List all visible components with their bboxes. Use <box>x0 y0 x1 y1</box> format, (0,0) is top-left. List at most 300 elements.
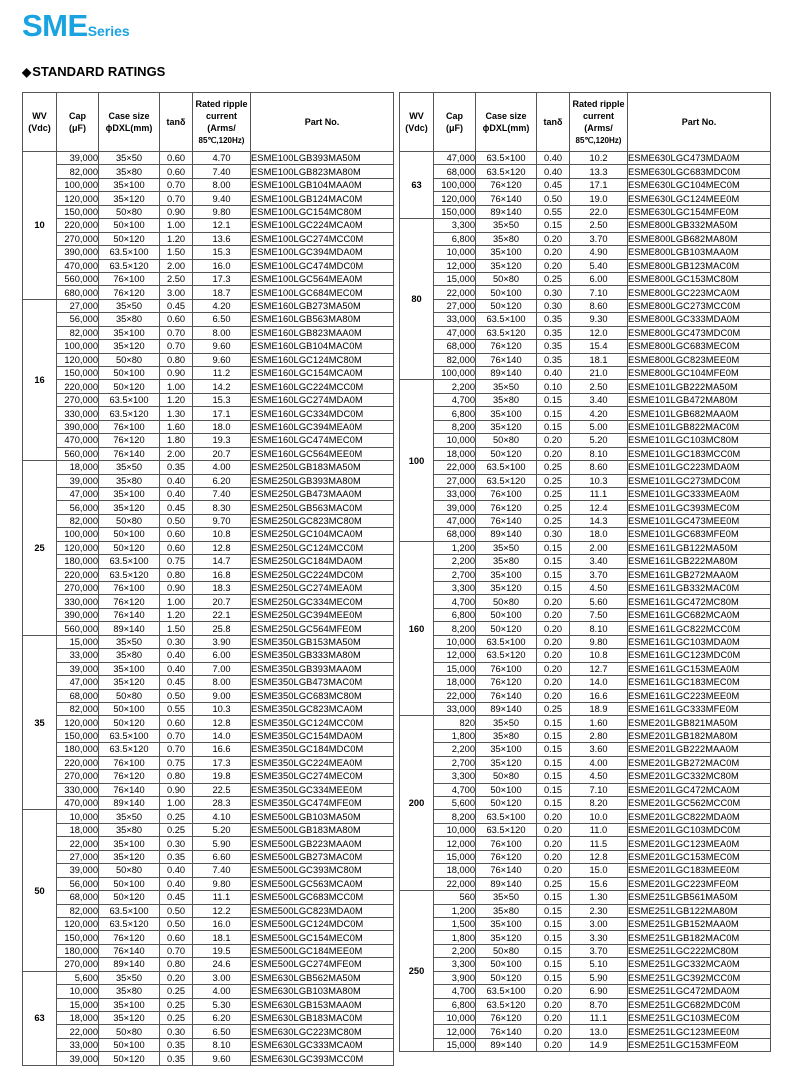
table-row <box>23 514 394 527</box>
part-no-cell: ESME251LGB152MAA0M <box>628 917 771 930</box>
case-size-cell: 35×50 <box>476 541 537 554</box>
case-size-cell: 76×140 <box>476 1025 537 1038</box>
ripple-cell: 5.60 <box>570 595 628 608</box>
cap-cell: 820 <box>434 716 476 729</box>
tan-cell: 0.60 <box>160 528 193 541</box>
ripple-cell: 8.10 <box>570 622 628 635</box>
part-no-cell: ESME630LGB562MA50M <box>251 971 394 984</box>
ripple-cell: 19.3 <box>193 434 251 447</box>
ratings-table-right <box>399 92 771 1052</box>
table-row <box>400 689 771 702</box>
cap-cell: 220,000 <box>57 568 99 581</box>
tan-cell: 0.75 <box>160 756 193 769</box>
tan-cell: 0.15 <box>537 541 570 554</box>
part-no-cell: ESME350LGC474MFE0M <box>251 797 394 810</box>
part-no-cell: ESME630LGB153MAA0M <box>251 998 394 1011</box>
tan-cell: 0.60 <box>160 931 193 944</box>
table-row <box>400 649 771 662</box>
case-size-cell: 89×140 <box>476 877 537 890</box>
tan-cell: 0.35 <box>160 1038 193 1051</box>
case-size-cell: 63.5×100 <box>99 393 160 406</box>
tan-cell: 0.90 <box>160 205 193 218</box>
table-row <box>23 541 394 554</box>
ripple-cell: 14.3 <box>570 514 628 527</box>
case-size-cell: 35×50 <box>476 219 537 232</box>
ripple-cell: 3.40 <box>570 555 628 568</box>
cap-cell: 68,000 <box>434 340 476 353</box>
tan-cell: 0.15 <box>537 716 570 729</box>
ripple-cell: 15.6 <box>570 877 628 890</box>
part-no-cell: ESME101LGC393MEC0M <box>628 501 771 514</box>
case-size-cell: 63.5×120 <box>476 474 537 487</box>
table-row <box>400 904 771 917</box>
tan-cell: 1.20 <box>160 608 193 621</box>
cap-cell: 22,000 <box>434 286 476 299</box>
table-row <box>23 823 394 836</box>
part-no-cell: ESME800LGC153MC80M <box>628 272 771 285</box>
ripple-cell: 9.60 <box>193 340 251 353</box>
wv-cell: 63 <box>23 971 57 1065</box>
cap-cell: 560,000 <box>57 622 99 635</box>
ripple-cell: 2.30 <box>570 904 628 917</box>
ripple-cell: 8.00 <box>193 326 251 339</box>
header-ripple: Rated ripple current (Arms/ 85℃,120Hz) <box>570 93 628 152</box>
tan-cell: 1.50 <box>160 246 193 259</box>
tan-cell: 0.20 <box>537 1012 570 1025</box>
table-row <box>23 380 394 393</box>
case-size-cell: 35×120 <box>476 420 537 433</box>
table-row <box>23 783 394 796</box>
ripple-cell: 15.0 <box>570 864 628 877</box>
ripple-cell: 13.3 <box>570 165 628 178</box>
header-ripple: Rated ripple current (Arms/ 85℃,120Hz) <box>193 93 251 152</box>
tan-cell: 0.25 <box>160 1012 193 1025</box>
table-row <box>23 958 394 971</box>
ripple-cell: 3.70 <box>570 568 628 581</box>
case-size-cell: 76×140 <box>476 514 537 527</box>
case-size-cell: 35×120 <box>476 582 537 595</box>
table-row <box>23 998 394 1011</box>
header-part-no: Part No. <box>628 93 771 152</box>
table-row <box>400 555 771 568</box>
ripple-cell: 10.2 <box>570 152 628 165</box>
table-row <box>23 608 394 621</box>
case-size-cell: 76×120 <box>476 178 537 191</box>
tan-cell: 1.80 <box>160 434 193 447</box>
table-row <box>400 622 771 635</box>
cap-cell: 22,000 <box>434 689 476 702</box>
part-no-cell: ESME201LGC472MCA0M <box>628 783 771 796</box>
cap-cell: 680,000 <box>57 286 99 299</box>
tan-cell: 0.15 <box>537 770 570 783</box>
table-row <box>400 461 771 474</box>
part-no-cell: ESME800LGB682MA80M <box>628 232 771 245</box>
tan-cell: 0.70 <box>160 729 193 742</box>
tan-cell: 0.15 <box>537 931 570 944</box>
tan-cell: 0.35 <box>160 1052 193 1065</box>
table-row <box>23 635 394 648</box>
ripple-cell: 18.1 <box>193 931 251 944</box>
ripple-cell: 12.4 <box>570 501 628 514</box>
ripple-cell: 4.90 <box>570 246 628 259</box>
part-no-cell: ESME250LGC564MFE0M <box>251 622 394 635</box>
cap-cell: 100,000 <box>57 178 99 191</box>
table-row <box>23 877 394 890</box>
table-row <box>400 810 771 823</box>
part-no-cell: ESME800LGC333MDA0M <box>628 313 771 326</box>
table-row <box>400 205 771 218</box>
cap-cell: 180,000 <box>57 743 99 756</box>
case-size-cell: 35×120 <box>476 756 537 769</box>
cap-cell: 82,000 <box>434 353 476 366</box>
cap-cell: 47,000 <box>434 152 476 165</box>
cap-cell: 270,000 <box>57 958 99 971</box>
tan-cell: 0.60 <box>160 165 193 178</box>
part-no-cell: ESME161LGC472MC80M <box>628 595 771 608</box>
cap-cell: 68,000 <box>57 689 99 702</box>
case-size-cell: 50×80 <box>99 1025 160 1038</box>
cap-cell: 15,000 <box>434 662 476 675</box>
cap-cell: 12,000 <box>434 259 476 272</box>
table-row <box>23 837 394 850</box>
case-size-cell: 76×120 <box>99 286 160 299</box>
table-row <box>400 783 771 796</box>
table-row <box>400 541 771 554</box>
tan-cell: 0.25 <box>537 461 570 474</box>
tan-cell: 0.60 <box>160 152 193 165</box>
tan-cell: 0.25 <box>537 702 570 715</box>
cap-cell: 390,000 <box>57 420 99 433</box>
tan-cell: 0.50 <box>160 904 193 917</box>
header-tan: tanδ <box>160 93 193 152</box>
case-size-cell: 63.5×100 <box>476 152 537 165</box>
case-size-cell: 76×120 <box>99 770 160 783</box>
tan-cell: 0.40 <box>160 877 193 890</box>
ripple-cell: 10.3 <box>570 474 628 487</box>
table-row <box>23 407 394 420</box>
tan-cell: 0.25 <box>160 998 193 1011</box>
table-row <box>23 676 394 689</box>
table-row <box>400 917 771 930</box>
case-size-cell: 50×100 <box>476 783 537 796</box>
part-no-cell: ESME160LGC124MC80M <box>251 353 394 366</box>
table-row <box>23 1025 394 1038</box>
cap-cell: 10,000 <box>57 810 99 823</box>
case-size-cell: 50×100 <box>476 608 537 621</box>
case-size-cell: 63.5×120 <box>476 823 537 836</box>
tan-cell: 0.25 <box>160 810 193 823</box>
part-no-cell: ESME161LGB332MAC0M <box>628 582 771 595</box>
part-no-cell: ESME251LGB561MA50M <box>628 891 771 904</box>
wv-cell: 50 <box>23 810 57 971</box>
cap-cell: 150,000 <box>57 367 99 380</box>
case-size-cell: 63.5×120 <box>99 917 160 930</box>
case-size-cell: 35×50 <box>99 810 160 823</box>
case-size-cell: 63.5×100 <box>476 461 537 474</box>
tan-cell: 0.20 <box>537 676 570 689</box>
table-row <box>23 756 394 769</box>
part-no-cell: ESME161LGC183MEC0M <box>628 676 771 689</box>
case-size-cell: 50×120 <box>99 716 160 729</box>
tan-cell: 0.15 <box>537 219 570 232</box>
part-no-cell: ESME161LGC333MFE0M <box>628 702 771 715</box>
case-size-cell: 35×80 <box>476 555 537 568</box>
cap-cell: 27,000 <box>57 850 99 863</box>
table-row <box>23 810 394 823</box>
ripple-cell: 6.00 <box>193 649 251 662</box>
part-no-cell: ESME201LGB272MAC0M <box>628 756 771 769</box>
wv-cell: 100 <box>400 380 434 541</box>
part-no-cell: ESME500LGB103MA50M <box>251 810 394 823</box>
ripple-cell: 19.5 <box>193 944 251 957</box>
case-size-cell: 63.5×120 <box>99 407 160 420</box>
ripple-cell: 5.90 <box>193 837 251 850</box>
cap-cell: 3,900 <box>434 971 476 984</box>
series-suffix: Series <box>87 23 130 39</box>
part-no-cell: ESME201LGB821MA50M <box>628 716 771 729</box>
tan-cell: 0.15 <box>537 729 570 742</box>
cap-cell: 150,000 <box>57 205 99 218</box>
part-no-cell: ESME160LGB563MA80M <box>251 313 394 326</box>
table-row <box>23 259 394 272</box>
part-no-cell: ESME800LGC683MEC0M <box>628 340 771 353</box>
header-cap: Cap (μF) <box>57 93 99 152</box>
part-no-cell: ESME100LGB823MA80M <box>251 165 394 178</box>
part-no-cell: ESME250LGC334MEC0M <box>251 595 394 608</box>
ripple-cell: 3.40 <box>570 393 628 406</box>
tan-cell: 1.00 <box>160 595 193 608</box>
table-row <box>23 192 394 205</box>
case-size-cell: 50×100 <box>476 286 537 299</box>
ripple-cell: 7.40 <box>193 165 251 178</box>
tan-cell: 0.15 <box>537 568 570 581</box>
part-no-cell: ESME800LGC473MDC0M <box>628 326 771 339</box>
tan-cell: 0.60 <box>160 541 193 554</box>
case-size-cell: 50×100 <box>99 528 160 541</box>
case-size-cell: 76×140 <box>99 608 160 621</box>
cap-cell: 120,000 <box>434 192 476 205</box>
table-row <box>400 716 771 729</box>
case-size-cell: 63.5×120 <box>99 568 160 581</box>
cap-cell: 100,000 <box>434 178 476 191</box>
case-size-cell: 50×80 <box>476 272 537 285</box>
ripple-cell: 17.1 <box>193 407 251 420</box>
part-no-cell: ESME500LGB183MA80M <box>251 823 394 836</box>
case-size-cell: 50×120 <box>99 891 160 904</box>
part-no-cell: ESME500LGC124MDC0M <box>251 917 394 930</box>
wv-cell: 250 <box>400 891 434 1052</box>
table-row <box>23 689 394 702</box>
cap-cell: 100,000 <box>57 340 99 353</box>
cap-cell: 180,000 <box>57 944 99 957</box>
part-no-cell: ESME201LGC822MDA0M <box>628 810 771 823</box>
ripple-cell: 15.4 <box>570 340 628 353</box>
cap-cell: 39,000 <box>57 1052 99 1065</box>
ripple-cell: 13.0 <box>570 1025 628 1038</box>
part-no-cell: ESME800LGB123MAC0M <box>628 259 771 272</box>
ripple-cell: 7.10 <box>570 783 628 796</box>
part-no-cell: ESME100LGC684MEC0M <box>251 286 394 299</box>
tan-cell: 0.20 <box>537 1025 570 1038</box>
case-size-cell: 35×120 <box>476 259 537 272</box>
ripple-cell: 20.7 <box>193 447 251 460</box>
table-row <box>23 165 394 178</box>
table-row <box>400 501 771 514</box>
cap-cell: 82,000 <box>57 514 99 527</box>
case-size-cell: 63.5×100 <box>99 729 160 742</box>
cap-cell: 47,000 <box>57 676 99 689</box>
part-no-cell: ESME160LGB104MAC0M <box>251 340 394 353</box>
table-row <box>23 917 394 930</box>
ripple-cell: 13.6 <box>193 232 251 245</box>
ripple-cell: 4.00 <box>193 985 251 998</box>
table-row <box>400 326 771 339</box>
table-row <box>400 259 771 272</box>
tan-cell: 0.90 <box>160 367 193 380</box>
table-row <box>400 353 771 366</box>
tan-cell: 0.25 <box>160 985 193 998</box>
tan-cell: 0.25 <box>537 501 570 514</box>
cap-cell: 82,000 <box>57 904 99 917</box>
ripple-cell: 10.3 <box>193 702 251 715</box>
ripple-cell: 6.50 <box>193 313 251 326</box>
tan-cell: 0.30 <box>160 837 193 850</box>
case-size-cell: 89×140 <box>476 528 537 541</box>
case-size-cell: 76×100 <box>476 837 537 850</box>
ripple-cell: 3.70 <box>570 944 628 957</box>
cap-cell: 18,000 <box>434 864 476 877</box>
table-row <box>400 756 771 769</box>
ripple-cell: 4.10 <box>193 810 251 823</box>
ripple-cell: 14.0 <box>193 729 251 742</box>
case-size-cell: 35×50 <box>99 635 160 648</box>
part-no-cell: ESME160LGC564MEE0M <box>251 447 394 460</box>
tan-cell: 0.40 <box>160 474 193 487</box>
case-size-cell: 35×50 <box>476 716 537 729</box>
part-no-cell: ESME250LGB183MA50M <box>251 461 394 474</box>
part-no-cell: ESME160LGB823MAA0M <box>251 326 394 339</box>
case-size-cell: 76×120 <box>476 501 537 514</box>
tan-cell: 0.70 <box>160 743 193 756</box>
tan-cell: 0.55 <box>160 702 193 715</box>
part-no-cell: ESME160LGC334MDC0M <box>251 407 394 420</box>
part-no-cell: ESME250LGC184MDA0M <box>251 555 394 568</box>
table-row <box>23 447 394 460</box>
tan-cell: 0.15 <box>537 917 570 930</box>
header-tan: tanδ <box>537 93 570 152</box>
case-size-cell: 35×50 <box>99 971 160 984</box>
case-size-cell: 76×120 <box>476 676 537 689</box>
ripple-cell: 28.3 <box>193 797 251 810</box>
ripple-cell: 5.00 <box>570 420 628 433</box>
part-no-cell: ESME250LGC274MEA0M <box>251 582 394 595</box>
tan-cell: 0.20 <box>537 1038 570 1051</box>
tan-cell: 0.35 <box>537 353 570 366</box>
cap-cell: 1,200 <box>434 904 476 917</box>
table-row <box>400 595 771 608</box>
part-no-cell: ESME101LGB682MAA0M <box>628 407 771 420</box>
ripple-cell: 2.50 <box>570 219 628 232</box>
wv-cell: 160 <box>400 541 434 716</box>
table-row <box>400 891 771 904</box>
tan-cell: 0.30 <box>537 528 570 541</box>
case-size-cell: 63.5×100 <box>99 246 160 259</box>
part-no-cell: ESME101LGC183MCC0M <box>628 447 771 460</box>
part-no-cell: ESME251LGC153MFE0M <box>628 1038 771 1051</box>
case-size-cell: 35×100 <box>99 326 160 339</box>
cap-cell: 12,000 <box>434 837 476 850</box>
case-size-cell: 50×100 <box>476 958 537 971</box>
part-no-cell: ESME161LGB272MAA0M <box>628 568 771 581</box>
part-no-cell: ESME630LGB103MA80M <box>251 985 394 998</box>
ripple-cell: 16.0 <box>193 917 251 930</box>
ripple-cell: 18.3 <box>193 582 251 595</box>
ripple-cell: 17.3 <box>193 756 251 769</box>
part-no-cell: ESME101LGB222MA50M <box>628 380 771 393</box>
part-no-cell: ESME161LGC103MDA0M <box>628 635 771 648</box>
table-row <box>400 635 771 648</box>
cap-cell: 68,000 <box>434 165 476 178</box>
tan-cell: 0.80 <box>160 353 193 366</box>
tan-cell: 0.15 <box>537 743 570 756</box>
cap-cell: 180,000 <box>57 555 99 568</box>
ripple-cell: 6.90 <box>570 985 628 998</box>
ripple-cell: 4.20 <box>570 407 628 420</box>
ripple-cell: 6.20 <box>193 474 251 487</box>
tan-cell: 0.40 <box>160 487 193 500</box>
tan-cell: 0.35 <box>537 313 570 326</box>
case-size-cell: 76×120 <box>99 931 160 944</box>
case-size-cell: 63.5×100 <box>476 810 537 823</box>
case-size-cell: 35×50 <box>99 461 160 474</box>
tan-cell: 0.15 <box>537 958 570 971</box>
tan-cell: 0.15 <box>537 420 570 433</box>
tan-cell: 0.20 <box>537 810 570 823</box>
tan-cell: 2.00 <box>160 447 193 460</box>
part-no-cell: ESME250LGB563MAC0M <box>251 501 394 514</box>
cap-cell: 18,000 <box>57 461 99 474</box>
cap-cell: 22,000 <box>57 837 99 850</box>
table-row <box>23 474 394 487</box>
case-size-cell: 63.5×100 <box>476 313 537 326</box>
part-no-cell: ESME100LGC224MCA0M <box>251 219 394 232</box>
part-no-cell: ESME251LGC103MEC0M <box>628 1012 771 1025</box>
cap-cell: 15,000 <box>434 272 476 285</box>
wv-cell: 10 <box>23 152 57 300</box>
case-size-cell: 50×120 <box>99 1052 160 1065</box>
table-row <box>400 313 771 326</box>
case-size-cell: 76×140 <box>99 447 160 460</box>
cap-cell: 470,000 <box>57 259 99 272</box>
ripple-cell: 18.7 <box>193 286 251 299</box>
table-row <box>23 178 394 191</box>
part-no-cell: ESME160LGC224MCC0M <box>251 380 394 393</box>
cap-cell: 330,000 <box>57 595 99 608</box>
case-size-cell: 63.5×100 <box>476 635 537 648</box>
ripple-cell: 8.30 <box>193 501 251 514</box>
case-size-cell: 35×80 <box>99 474 160 487</box>
cap-cell: 10,000 <box>434 1012 476 1025</box>
case-size-cell: 76×120 <box>99 595 160 608</box>
case-size-cell: 35×120 <box>99 850 160 863</box>
ripple-cell: 22.0 <box>570 205 628 218</box>
table-row <box>23 367 394 380</box>
cap-cell: 2,700 <box>434 756 476 769</box>
part-no-cell: ESME350LGC224MEA0M <box>251 756 394 769</box>
part-no-cell: ESME161LGC123MDC0M <box>628 649 771 662</box>
cap-cell: 4,700 <box>434 783 476 796</box>
part-no-cell: ESME251LGC222MC80M <box>628 944 771 957</box>
